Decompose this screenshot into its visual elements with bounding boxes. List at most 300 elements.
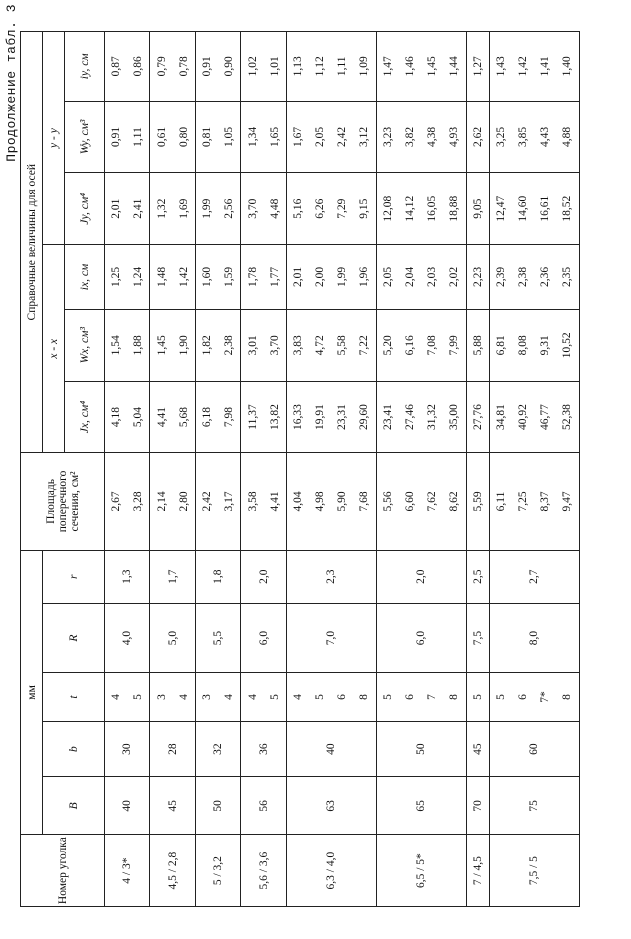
iy-value: 1,40	[561, 56, 574, 77]
dim-R: 5,5	[195, 603, 240, 672]
area-value: 2,67	[110, 491, 123, 512]
ix-value: 1,24	[132, 266, 145, 288]
jy-value: 14,60	[517, 195, 530, 222]
dim-r: 1,3	[105, 550, 150, 603]
jx-value: 4,41	[155, 406, 168, 428]
angle-number: 7 / 4,5	[466, 835, 489, 907]
area-value: 4,98	[314, 491, 327, 512]
dim-t-value: 5	[132, 694, 145, 700]
angle-group-row	[150, 32, 195, 907]
header-angle-number: Номер уголка	[21, 835, 105, 907]
wy-value: 0,61	[155, 126, 168, 148]
dim-b: 60	[489, 721, 579, 777]
area-value: 4,04	[292, 491, 305, 512]
dim-t-cell	[105, 673, 150, 722]
dim-b: 36	[241, 721, 286, 777]
wy-cell	[489, 101, 579, 173]
jy-cell	[466, 173, 489, 245]
dim-r: 2,5	[466, 550, 489, 603]
header-axis-y: y - y	[43, 32, 65, 245]
dim-r: 2,0	[241, 550, 286, 603]
iy-value: 1,45	[426, 56, 439, 77]
wy-value: 4,38	[426, 126, 439, 148]
dim-t-cell	[489, 673, 579, 722]
jy-value: 4,48	[268, 198, 281, 219]
ix-value: 2,03	[426, 266, 439, 288]
ix-value: 2,38	[517, 266, 530, 288]
jy-value: 18,88	[448, 195, 461, 222]
dim-t-value: 3	[155, 694, 168, 700]
area-value: 6,60	[404, 491, 417, 512]
iy-value: 1,43	[495, 56, 508, 77]
ix-cell	[286, 245, 376, 310]
ix-value: 2,04	[404, 266, 417, 288]
header-mm: мм	[21, 550, 43, 835]
ix-value: 1,59	[223, 266, 236, 288]
iy-value: 1,02	[246, 56, 259, 77]
wx-value: 7,08	[426, 335, 439, 356]
jy-value: 1,32	[155, 198, 168, 219]
dim-b: 50	[376, 721, 466, 777]
dim-t-cell	[466, 673, 489, 722]
dim-t-value: 6	[517, 694, 530, 700]
dim-R: 8,0	[489, 603, 579, 672]
dim-b: 40	[286, 721, 376, 777]
dim-B: 75	[489, 777, 579, 835]
area-value: 5,56	[382, 491, 395, 512]
angle-number: 5 / 3,2	[195, 835, 240, 907]
angle-number: 5,6 / 3,6	[241, 835, 286, 907]
dim-B: 63	[286, 777, 376, 835]
angle-number: 4 / 3*	[105, 835, 150, 907]
jx-cell	[286, 381, 376, 453]
iy-cell	[195, 32, 240, 102]
dim-b: 32	[195, 721, 240, 777]
wx-cell	[150, 309, 195, 381]
dim-B: 40	[105, 777, 150, 835]
wx-cell	[489, 309, 579, 381]
wx-cell	[241, 309, 286, 381]
iy-cell	[466, 32, 489, 102]
angle-number: 6,5 / 5*	[376, 835, 466, 907]
wy-value: 4,43	[539, 126, 552, 148]
dim-t-value: 5	[495, 694, 508, 700]
iy-cell	[150, 32, 195, 102]
wy-value: 3,82	[404, 126, 417, 148]
angle-group-row	[466, 32, 489, 907]
dim-t-value: 6	[336, 694, 349, 700]
wx-value: 7,99	[448, 335, 461, 356]
jx-value: 52,38	[561, 404, 574, 430]
area-value: 8,62	[448, 491, 461, 512]
iy-value: 1,27	[471, 56, 484, 77]
ix-cell	[150, 245, 195, 310]
ix-cell	[466, 245, 489, 310]
area-value: 3,58	[246, 491, 259, 512]
dim-t-value: 4	[292, 694, 305, 700]
area-value: 7,25	[517, 491, 530, 512]
wy-value: 2,42	[336, 126, 349, 148]
jx-value: 16,33	[292, 404, 305, 430]
wy-value: 3,85	[517, 126, 530, 148]
wy-cell	[376, 101, 466, 173]
wy-cell	[466, 101, 489, 173]
dim-b: 45	[466, 721, 489, 777]
wy-value: 4,88	[561, 126, 574, 148]
dim-t-value: 8	[561, 694, 574, 700]
header-r: r	[43, 550, 105, 603]
jx-value: 11,37	[246, 404, 259, 430]
dim-B: 70	[466, 777, 489, 835]
wx-value: 10,52	[561, 332, 574, 359]
jy-value: 2,41	[132, 198, 145, 219]
area-value: 5,90	[336, 491, 349, 512]
dim-t-cell	[241, 673, 286, 722]
jx-cell	[150, 381, 195, 453]
angle-group-row	[376, 32, 466, 907]
angle-group-row	[241, 32, 286, 907]
wx-value: 9,31	[539, 335, 552, 356]
area-value: 2,42	[201, 491, 214, 512]
header-Jx: Jx, см⁴	[65, 381, 105, 453]
jy-cell	[286, 173, 376, 245]
jx-value: 35,00	[448, 404, 461, 430]
dim-r: 2,3	[286, 550, 376, 603]
iy-value: 1,11	[336, 56, 349, 77]
jy-cell	[105, 173, 150, 245]
jy-cell	[150, 173, 195, 245]
area-value: 3,17	[223, 491, 236, 512]
jy-value: 9,15	[358, 198, 371, 219]
jy-cell	[195, 173, 240, 245]
wy-value: 3,23	[382, 126, 395, 148]
ix-value: 2,23	[471, 266, 484, 288]
wx-value: 3,83	[292, 335, 305, 356]
jy-value: 2,01	[110, 198, 123, 219]
wx-value: 6,81	[495, 335, 508, 356]
iy-cell	[105, 32, 150, 102]
jx-value: 19,91	[314, 404, 327, 430]
ix-cell	[105, 245, 150, 310]
area-value: 4,41	[268, 491, 281, 512]
wx-value: 1,45	[155, 335, 168, 356]
iy-cell	[376, 32, 466, 102]
jx-cell	[376, 381, 466, 453]
jx-value: 34,81	[495, 404, 508, 430]
area-value: 9,47	[561, 491, 574, 512]
iy-value: 1,44	[448, 56, 461, 77]
dim-t-value: 7*	[539, 691, 552, 703]
jy-value: 12,47	[495, 195, 508, 222]
jx-value: 4,18	[110, 406, 123, 428]
ix-value: 1,60	[201, 266, 214, 288]
wy-value: 3,12	[358, 126, 371, 148]
header-ix: ix, см	[65, 245, 105, 310]
angle-number: 6,3 / 4,0	[286, 835, 376, 907]
dim-r: 2,7	[489, 550, 579, 603]
jx-value: 31,32	[426, 404, 439, 430]
wy-value: 1,11	[132, 127, 145, 147]
angle-group-row	[195, 32, 240, 907]
dim-b: 28	[150, 721, 195, 777]
header-R: R	[43, 603, 105, 672]
iy-cell	[489, 32, 579, 102]
table-body	[105, 32, 580, 907]
jy-value: 16,05	[426, 195, 439, 222]
wx-cell	[195, 309, 240, 381]
iy-value: 0,79	[155, 56, 168, 77]
jy-value: 12,08	[382, 195, 395, 222]
dim-t-value: 5	[314, 694, 327, 700]
jx-cell	[195, 381, 240, 453]
iy-value: 1,47	[382, 56, 395, 77]
wy-cell	[105, 101, 150, 173]
area-cell	[286, 453, 376, 550]
jx-value: 6,18	[201, 406, 214, 428]
jy-value: 5,16	[292, 198, 305, 219]
jy-value: 2,56	[223, 198, 236, 219]
jy-cell	[489, 173, 579, 245]
wx-cell	[286, 309, 376, 381]
jy-value: 7,29	[336, 198, 349, 219]
jy-value: 9,05	[471, 198, 484, 219]
wy-value: 2,05	[314, 126, 327, 148]
wx-value: 1,88	[132, 335, 145, 356]
dim-R: 5,0	[150, 603, 195, 672]
wy-value: 3,25	[495, 126, 508, 148]
angle-profile-table	[20, 31, 580, 907]
wy-value: 1,65	[268, 126, 281, 148]
area-value: 7,68	[358, 491, 371, 512]
angle-group-row	[105, 32, 150, 907]
area-value: 3,28	[132, 491, 145, 512]
iy-value: 0,87	[110, 56, 123, 77]
jx-cell	[466, 381, 489, 453]
wx-cell	[105, 309, 150, 381]
jx-cell	[105, 381, 150, 453]
iy-value: 1,09	[358, 56, 371, 77]
dim-B: 50	[195, 777, 240, 835]
table-caption: Продолжение табл. 3	[4, 4, 19, 162]
iy-value: 1,01	[268, 56, 281, 77]
jy-value: 14,12	[404, 195, 417, 222]
dim-R: 6,0	[241, 603, 286, 672]
wx-cell	[466, 309, 489, 381]
area-value: 6,11	[495, 491, 508, 512]
area-value: 2,14	[155, 491, 168, 512]
wy-value: 1,67	[292, 126, 305, 148]
wx-value: 7,22	[358, 335, 371, 356]
jx-value: 40,92	[517, 404, 530, 430]
jy-value: 1,69	[177, 198, 190, 219]
jy-value: 6,26	[314, 198, 327, 219]
wx-value: 2,38	[223, 335, 236, 356]
dim-t-value: 4	[177, 694, 190, 700]
header-iy: iy, см	[65, 32, 105, 102]
ix-value: 1,99	[336, 266, 349, 288]
wx-value: 6,16	[404, 335, 417, 356]
dim-B: 56	[241, 777, 286, 835]
area-cell	[150, 453, 195, 550]
iy-value: 1,13	[292, 56, 305, 77]
dim-r: 1,7	[150, 550, 195, 603]
wx-cell	[376, 309, 466, 381]
dim-R: 7,0	[286, 603, 376, 672]
wx-value: 1,54	[110, 335, 123, 356]
header-b: b	[43, 721, 105, 777]
jx-value: 29,60	[358, 404, 371, 430]
dim-t-value: 8	[358, 694, 371, 700]
wx-value: 4,72	[314, 335, 327, 356]
dim-B: 65	[376, 777, 466, 835]
jx-value: 23,41	[382, 404, 395, 430]
jy-value: 3,70	[246, 198, 259, 219]
dim-t-cell	[150, 673, 195, 722]
dim-r: 2,0	[376, 550, 466, 603]
jx-value: 27,46	[404, 404, 417, 430]
ix-value: 1,77	[268, 266, 281, 288]
wx-value: 1,82	[201, 335, 214, 356]
iy-value: 0,91	[201, 56, 214, 77]
jx-value: 7,98	[223, 406, 236, 428]
ix-value: 2,05	[382, 266, 395, 288]
wy-value: 0,81	[201, 126, 214, 148]
wy-cell	[195, 101, 240, 173]
dim-t-value: 5	[268, 694, 281, 700]
ix-value: 1,96	[358, 266, 371, 288]
dim-t-value: 8	[448, 694, 461, 700]
jx-value: 13,82	[268, 404, 281, 430]
header-Wx: Wx, см³	[65, 309, 105, 381]
ix-value: 2,02	[448, 266, 461, 288]
dim-t-value: 6	[404, 694, 417, 700]
wy-value: 2,62	[471, 126, 484, 148]
header-Wy: Wy, см³	[65, 101, 105, 173]
iy-value: 0,86	[132, 56, 145, 77]
jx-value: 23,31	[336, 404, 349, 430]
area-value: 5,59	[471, 491, 484, 512]
dim-t-value: 4	[110, 694, 123, 700]
dim-t-cell	[376, 673, 466, 722]
jx-cell	[241, 381, 286, 453]
dim-b: 30	[105, 721, 150, 777]
wy-value: 1,34	[246, 126, 259, 148]
header-area: Площадь поперечного сечения, см²	[21, 453, 105, 550]
area-value: 8,37	[539, 491, 552, 512]
wx-value: 5,88	[471, 335, 484, 356]
ix-value: 1,42	[177, 266, 190, 288]
wy-value: 0,80	[177, 126, 190, 148]
ix-cell	[376, 245, 466, 310]
wx-value: 5,20	[382, 335, 395, 356]
header-t: t	[43, 673, 105, 722]
wx-value: 1,90	[177, 335, 190, 356]
wx-value: 3,01	[246, 335, 259, 356]
ix-value: 2,00	[314, 266, 327, 288]
iy-cell	[286, 32, 376, 102]
jy-value: 18,52	[561, 195, 574, 222]
area-cell	[466, 453, 489, 550]
dim-t-value: 5	[382, 694, 395, 700]
wy-cell	[286, 101, 376, 173]
ix-value: 1,48	[155, 266, 168, 288]
dim-B: 45	[150, 777, 195, 835]
dim-R: 6,0	[376, 603, 466, 672]
iy-cell	[241, 32, 286, 102]
jx-cell	[489, 381, 579, 453]
ix-value: 2,01	[292, 266, 305, 288]
area-value: 7,62	[426, 491, 439, 512]
dim-t-value: 5	[471, 694, 484, 700]
area-cell	[105, 453, 150, 550]
wx-value: 8,08	[517, 335, 530, 356]
wy-value: 4,93	[448, 126, 461, 148]
wx-value: 3,70	[268, 335, 281, 356]
ix-value: 1,78	[246, 266, 259, 288]
dim-t-value: 4	[223, 694, 236, 700]
iy-value: 0,90	[223, 56, 236, 77]
header-Jy: Jy, см⁴	[65, 173, 105, 245]
wy-value: 1,05	[223, 126, 236, 148]
iy-value: 1,41	[539, 56, 552, 77]
jx-value: 46,77	[539, 404, 552, 430]
jy-value: 16,61	[539, 195, 552, 222]
jx-value: 27,76	[471, 404, 484, 430]
dim-t-value: 4	[246, 694, 259, 700]
angle-group-row	[489, 32, 579, 907]
angle-group-row	[286, 32, 376, 907]
dim-t-cell	[286, 673, 376, 722]
header-B: B	[43, 777, 105, 835]
iy-value: 1,42	[517, 56, 530, 77]
dim-r: 1,8	[195, 550, 240, 603]
jy-cell	[241, 173, 286, 245]
angle-number: 4,5 / 2,8	[150, 835, 195, 907]
ix-value: 2,36	[539, 266, 552, 288]
ix-cell	[195, 245, 240, 310]
dim-t-value: 3	[201, 694, 214, 700]
wy-cell	[150, 101, 195, 173]
wy-value: 0,91	[110, 126, 123, 148]
iy-value: 1,46	[404, 56, 417, 77]
dim-R: 7,5	[466, 603, 489, 672]
dim-R: 4,0	[105, 603, 150, 672]
jy-cell	[376, 173, 466, 245]
iy-value: 0,78	[177, 56, 190, 77]
dim-t-cell	[195, 673, 240, 722]
ix-value: 2,39	[495, 266, 508, 288]
ix-value: 2,35	[561, 266, 574, 288]
wx-value: 5,58	[336, 335, 349, 356]
jx-value: 5,04	[132, 406, 145, 428]
ix-cell	[241, 245, 286, 310]
jy-value: 1,99	[201, 198, 214, 219]
header-reference: Справочные величины для осей	[21, 32, 43, 453]
dim-t-value: 7	[426, 694, 439, 700]
header-axis-x: x - x	[43, 245, 65, 453]
angle-number: 7,5 / 5	[489, 835, 579, 907]
area-cell	[241, 453, 286, 550]
area-cell	[489, 453, 579, 550]
area-value: 2,80	[177, 491, 190, 512]
area-cell	[376, 453, 466, 550]
iy-value: 1,12	[314, 56, 327, 77]
area-cell	[195, 453, 240, 550]
jx-value: 5,68	[177, 406, 190, 428]
ix-value: 1,25	[110, 266, 123, 288]
ix-cell	[489, 245, 579, 310]
wy-cell	[241, 101, 286, 173]
